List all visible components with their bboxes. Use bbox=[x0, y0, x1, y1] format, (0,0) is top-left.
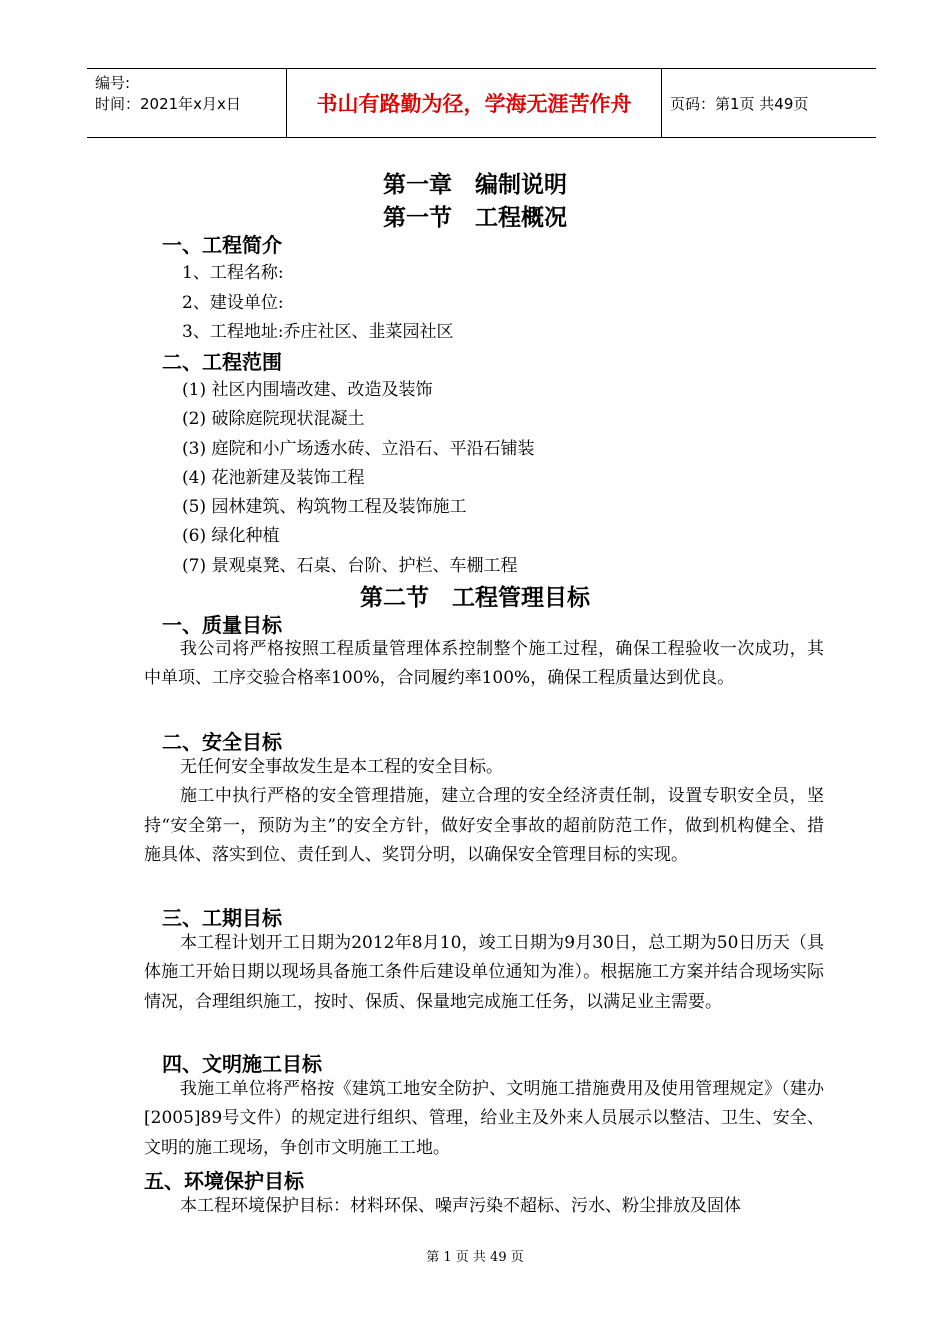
paragraph-text: 我施工单位将严格按《建筑工地安全防护、文明施工措施费用及使用管理规定》（建办[2005]89号文件）的规定进行组织、管理，给业主及外来人员展示以整洁、卫生、安全、文明的施工现场，争创市文明施工工地。 bbox=[144, 1079, 824, 1158]
environment-paragraph bbox=[144, 1192, 824, 1222]
paragraph-text: 施工中执行严格的安全管理措施，建立合理的安全经济责任制，设置专职安全员，坚持“安全第一，预防为主”的安全方针，做好安全事故的超前防范工作，做到机构健全、措施具体、落实到位、责任到人、奖罚分明，以确保安全管理目标的实现。 bbox=[144, 786, 824, 865]
heading-environment: 五、环境保护目标 bbox=[144, 1169, 304, 1193]
heading-civilized-construction: 四、文明施工目标 bbox=[162, 1052, 322, 1076]
date-line: 时间：2021年x月x日 bbox=[95, 95, 241, 113]
schedule-paragraph bbox=[144, 929, 824, 1017]
header-meta bbox=[87, 69, 287, 137]
number-label: 编号: bbox=[95, 74, 131, 92]
scope-item: (5) 园林建筑、构筑物工程及装饰施工 bbox=[182, 497, 467, 517]
intro-item: 2、建设单位: bbox=[182, 293, 284, 313]
intro-item: 3、工程地址:乔庄社区、韭菜园社区 bbox=[182, 322, 454, 342]
scope-item: (7) 景观桌凳、石桌、台阶、护栏、车棚工程 bbox=[182, 556, 518, 576]
heading-safety: 二、安全目标 bbox=[162, 730, 282, 754]
scope-item: (2) 破除庭院现状混凝土 bbox=[182, 409, 365, 429]
scope-item: (1) 社区内围墙改建、改造及装饰 bbox=[182, 380, 433, 400]
civilized-paragraph bbox=[144, 1075, 824, 1163]
paragraph-text: 我公司将严格按照工程质量管理体系控制整个施工过程，确保工程验收一次成功，其中单项、工序交验合格率100%，合同履约率100%，确保工程质量达到优良。 bbox=[144, 639, 824, 689]
paragraph-text: 本工程计划开工日期为2012年8月10，竣工日期为9月30日，总工期为50日历天（具体施工开始日期以现场具备施工条件后建设单位通知为准）。根据施工方案并结合现场实际情况，合理组织施工，按时、保质、保量地完成施工任务，以满足业主需要。 bbox=[144, 933, 824, 1012]
section-1-title: 第一节 工程概况 bbox=[383, 205, 567, 231]
header-motto: 书山有路勤为径，学海无涯苦作舟 bbox=[287, 69, 662, 137]
page-footer: 第 1 页 共 49 页 bbox=[426, 1250, 524, 1265]
scope-item: (3) 庭院和小广场透水砖、立沿石、平沿石铺装 bbox=[182, 439, 535, 459]
paragraph-text: 无任何安全事故发生是本工程的安全目标。 bbox=[180, 757, 503, 777]
header-page-info: 页码：第1页 共49页 bbox=[670, 94, 809, 113]
scope-item: (4) 花池新建及装饰工程 bbox=[182, 468, 365, 488]
chapter-title: 第一章 编制说明 bbox=[383, 172, 567, 198]
heading-project-scope: 二、工程范围 bbox=[162, 350, 282, 374]
document-header bbox=[87, 68, 876, 138]
intro-item: 1、工程名称: bbox=[182, 263, 284, 283]
heading-project-intro: 一、工程简介 bbox=[162, 233, 282, 257]
heading-schedule: 三、工期目标 bbox=[162, 906, 282, 930]
quality-paragraph bbox=[144, 635, 824, 694]
scope-item: (6) 绿化种植 bbox=[182, 526, 280, 546]
paragraph-text: 本工程环境保护目标：材料环保、噪声污染不超标、污水、粉尘排放及固体 bbox=[180, 1196, 741, 1216]
section-2-title: 第二节 工程管理目标 bbox=[360, 585, 590, 611]
heading-quality: 一、质量目标 bbox=[162, 613, 282, 637]
safety-paragraphs bbox=[144, 753, 824, 870]
